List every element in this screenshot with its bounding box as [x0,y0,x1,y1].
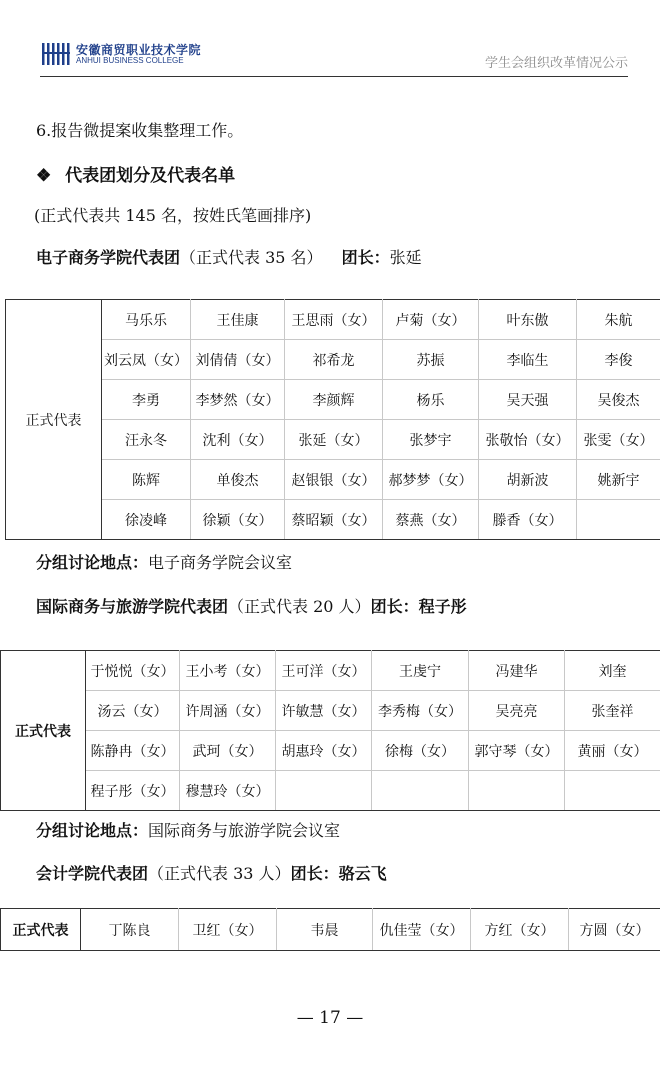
diamond-bullet-icon: ❖ [36,166,52,186]
member-cell: 方圆（女） [569,909,660,951]
member-cell: 程子彤（女） [86,771,180,811]
member-cell: 朱航 [577,300,660,340]
venue-intl-business [36,818,340,841]
section-heading-text: 代表团划分及代表名单 [65,166,236,186]
member-cell: 王思雨（女） [285,300,383,340]
venue-label: 分组讨论地点： [36,553,149,572]
member-cell: 陈静冉（女） [86,731,180,771]
row-label: 正式代表 [1,651,86,811]
member-cell: 滕香（女） [479,500,577,540]
member-cell: 郝梦梦（女） [383,460,479,500]
member-cell: 李俊 [577,340,660,380]
leader-name: 程子彤 [418,597,467,616]
member-cell [577,500,660,540]
member-cell: 于悦悦（女） [86,651,180,691]
member-cell: 穆慧玲（女） [180,771,276,811]
member-cell: 王小考（女） [180,651,276,691]
leader-label: 团长： [370,597,419,616]
member-cell: 徐颖（女） [191,500,285,540]
member-cell: 蔡昭颖（女） [285,500,383,540]
group-title-accounting [36,861,387,884]
member-cell: 许周涵（女） [180,691,276,731]
member-cell: 许敏慧（女） [276,691,372,731]
row-label: 正式代表 [6,300,102,540]
member-cell: 卫红（女） [179,909,277,951]
page-header [40,40,628,78]
member-cell: 黄丽（女） [565,731,660,771]
venue-ecommerce [36,550,292,573]
venue-label: 分组讨论地点： [36,821,149,840]
leader-label: 团长： [290,864,339,883]
roster-table-accounting [0,908,660,951]
member-cell: 蔡燕（女） [383,500,479,540]
group-name: 国际商务与旅游学院代表团 [36,597,229,616]
member-cell: 杨乐 [383,380,479,420]
member-cell: 赵银银（女） [285,460,383,500]
member-cell: 吴俊杰 [577,380,660,420]
member-cell: 方红（女） [471,909,569,951]
venue-text: 电子商务学院会议室 [148,553,293,572]
member-cell: 王虔宁 [372,651,469,691]
member-cell: 祁希龙 [285,340,383,380]
member-cell: 张奎祥 [565,691,660,731]
member-cell: 姚新宇 [577,460,660,500]
group-title-ecommerce [36,245,422,268]
member-cell: 单俊杰 [191,460,285,500]
member-cell: 苏振 [383,340,479,380]
member-cell: 刘倩倩（女） [191,340,285,380]
member-cell: 仇佳莹（女） [373,909,471,951]
member-cell: 胡惠玲（女） [276,731,372,771]
section-heading [36,161,235,186]
member-cell: 刘云凤（女） [102,340,191,380]
member-cell: 卢菊（女） [383,300,479,340]
leader-name: 骆云飞 [338,864,387,883]
member-cell: 刘奎 [565,651,660,691]
member-cell: 冯建华 [469,651,565,691]
member-cell: 郭守琴（女） [469,731,565,771]
member-cell: 李勇 [102,380,191,420]
group-count: （正式代表 35 名） [180,248,323,267]
roster-table-intl-business [0,650,660,811]
roster-table-ecommerce [5,299,660,540]
member-cell: 张延（女） [285,420,383,460]
member-cell: 汪永冬 [102,420,191,460]
member-cell: 胡新波 [479,460,577,500]
header-divider [40,76,628,77]
page-number: — 17 — [296,1008,364,1028]
member-cell [469,771,565,811]
college-logo-icon [42,42,72,66]
member-cell: 丁陈良 [81,909,179,951]
member-cell: 李秀梅（女） [372,691,469,731]
member-cell [276,771,372,811]
leader-name: 张延 [389,248,422,267]
group-count: （正式代表 33 人） [148,864,291,883]
member-cell: 徐梅（女） [372,731,469,771]
member-cell [565,771,660,811]
item-6-text: 6.报告微提案收集整理工作。 [36,121,244,140]
member-cell: 汤云（女） [86,691,180,731]
member-cell: 王可洋（女） [276,651,372,691]
member-cell: 吴亮亮 [469,691,565,731]
member-cell: 吴天强 [479,380,577,420]
college-name-en: ANHUI BUSINESS COLLEGE [76,56,184,65]
member-cell: 李临生 [479,340,577,380]
group-count: （正式代表 20 人） [228,597,371,616]
header-title: 学生会组织改革情况公示 [484,56,628,71]
member-cell: 武珂（女） [180,731,276,771]
member-cell: 陈辉 [102,460,191,500]
member-cell: 李梦然（女） [191,380,285,420]
member-cell: 王佳康 [191,300,285,340]
member-cell: 徐凌峰 [102,500,191,540]
member-cell [372,771,469,811]
member-cell: 张梦宇 [383,420,479,460]
group-name: 会计学院代表团 [36,864,149,883]
member-cell: 张敬怡（女） [479,420,577,460]
member-cell: 韦晨 [277,909,373,951]
leader-label: 团长： [341,248,390,267]
member-cell: 李颜辉 [285,380,383,420]
representatives-note: (正式代表共 145 名，按姓氏笔画排序) [34,206,312,225]
member-cell: 张雯（女） [577,420,660,460]
group-title-intl-business [36,594,467,617]
member-cell: 叶东傲 [479,300,577,340]
member-cell: 马乐乐 [102,300,191,340]
venue-text: 国际商务与旅游学院会议室 [148,821,341,840]
college-name-cn: 安徽商贸职业技术学院 [76,43,202,57]
member-cell: 沈利（女） [191,420,285,460]
row-label: 正式代表 [1,909,81,951]
group-name: 电子商务学院代表团 [36,248,181,267]
